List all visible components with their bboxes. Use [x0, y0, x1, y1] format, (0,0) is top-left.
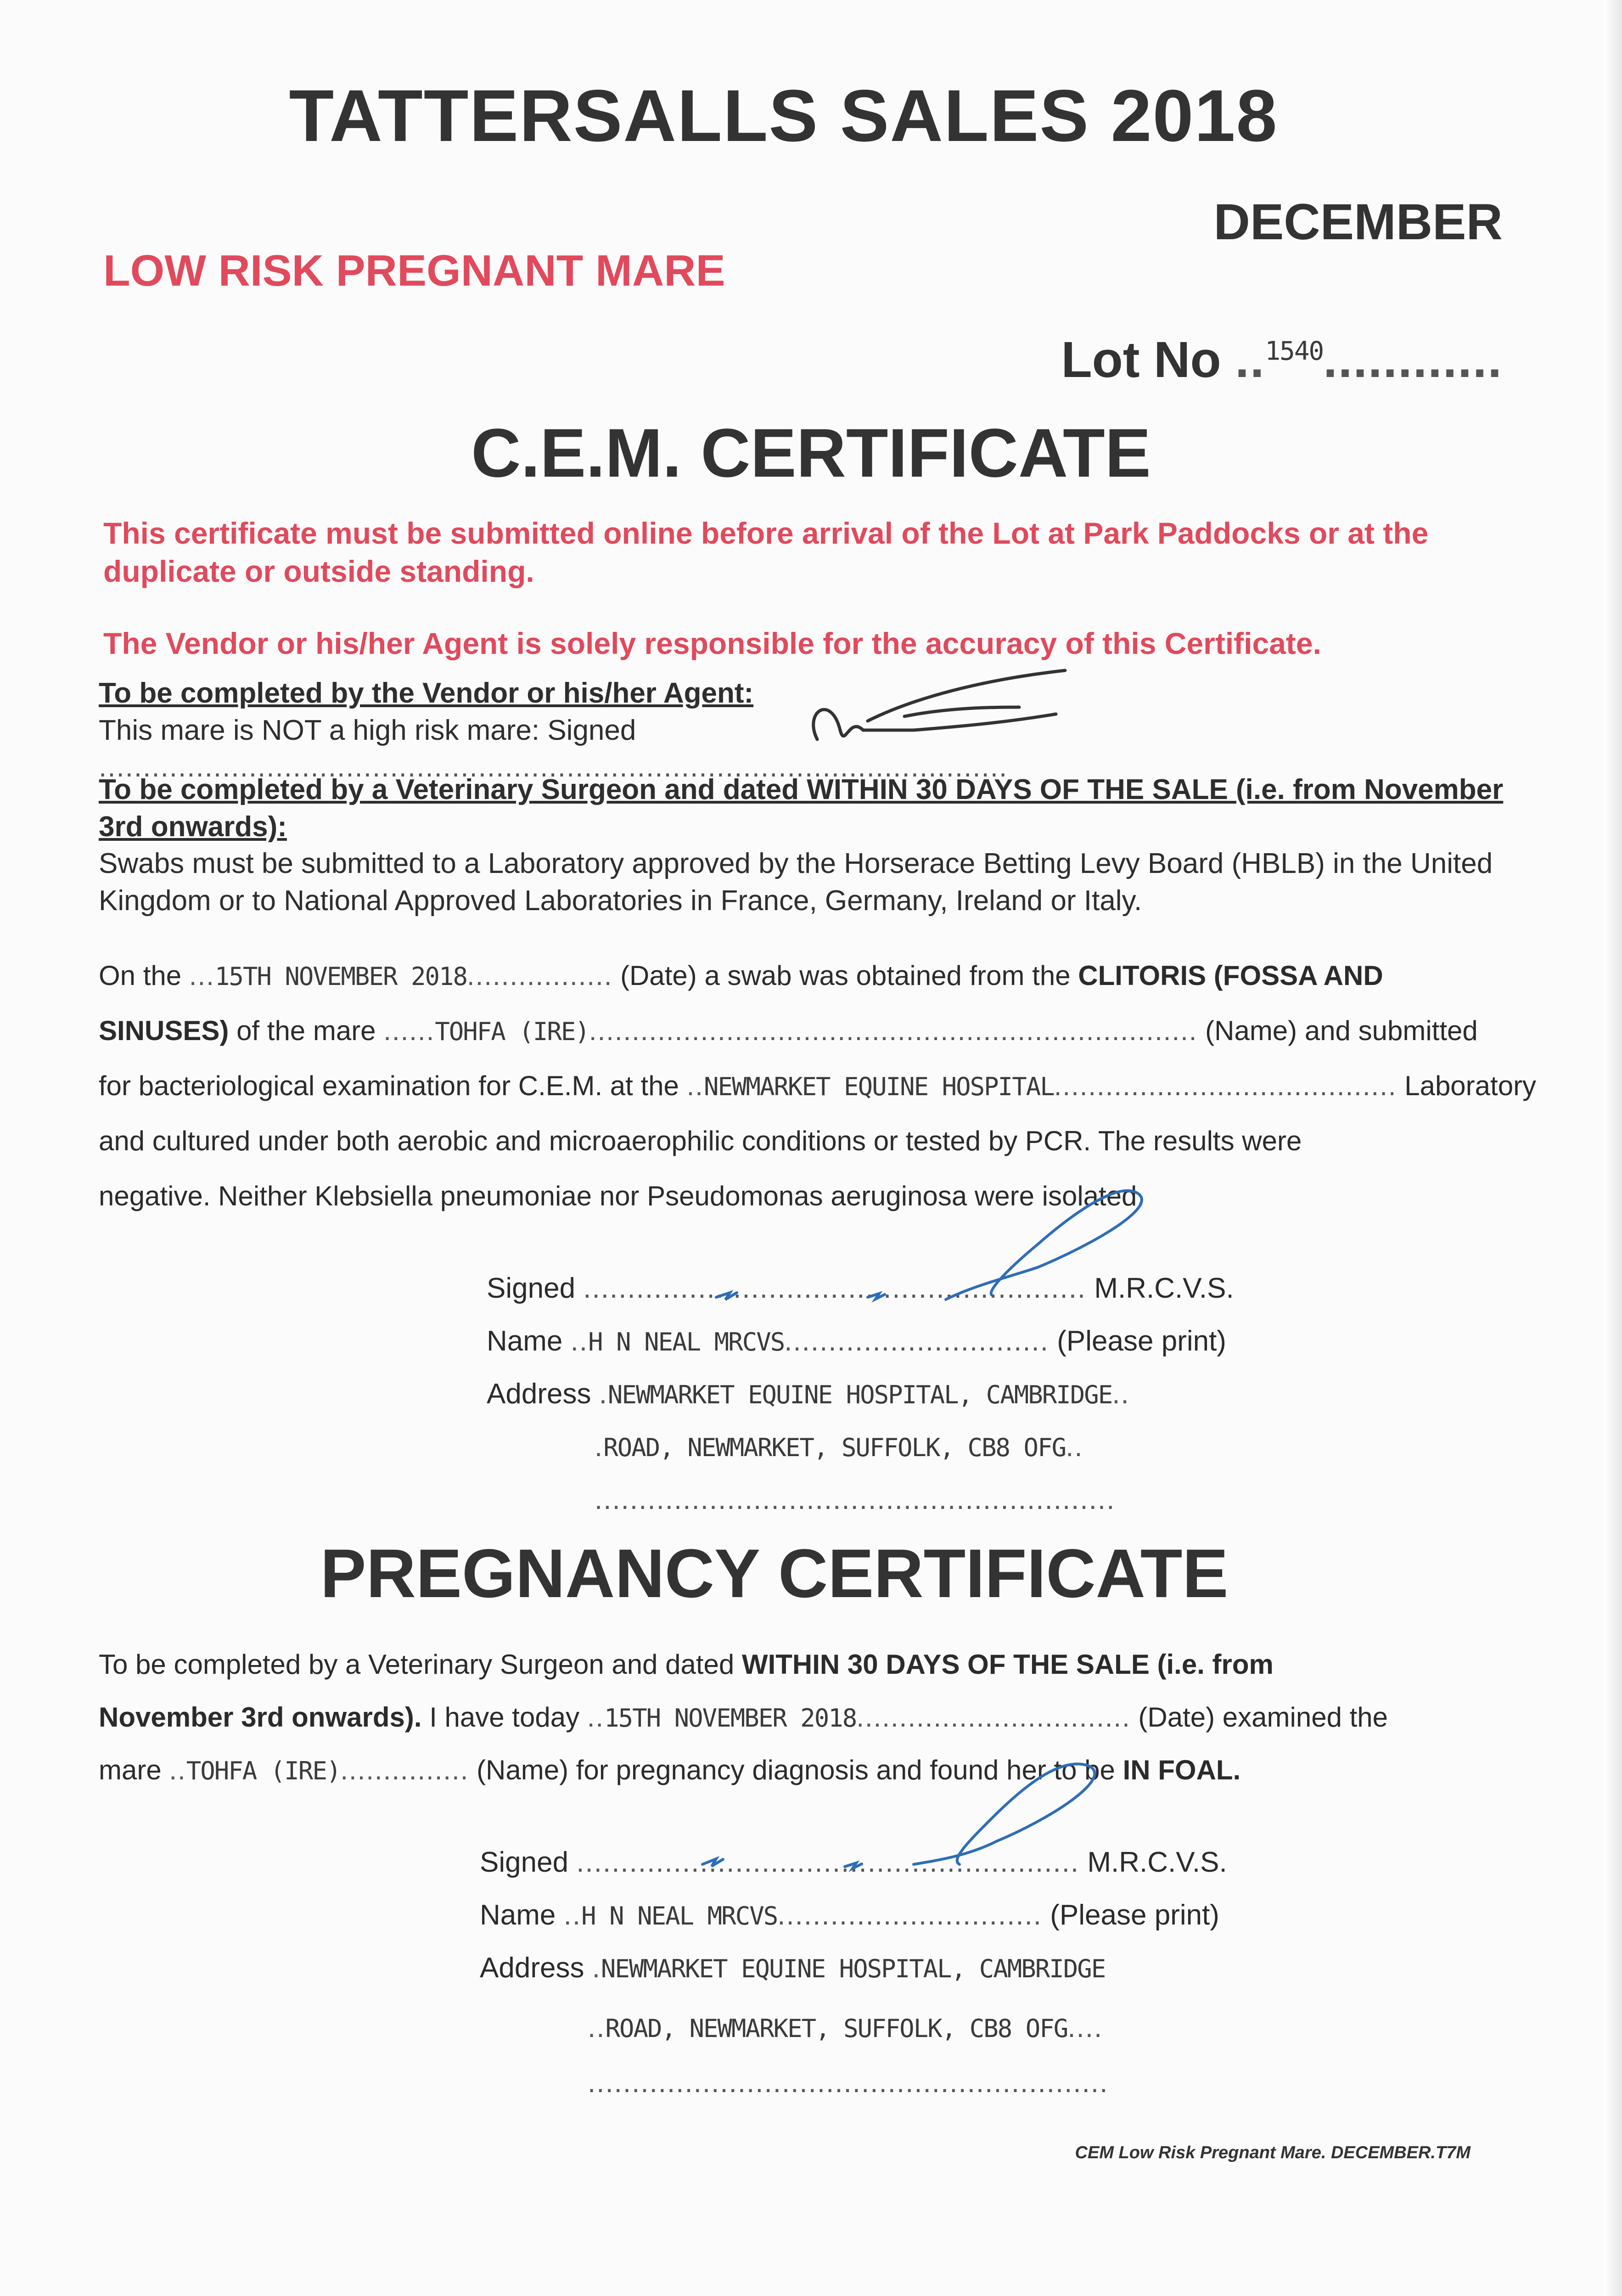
- pregnancy-vet-signature: [675, 1750, 1180, 1887]
- pregnancy-date-value: 15TH NOVEMBER 2018: [604, 1704, 857, 1733]
- vet-heading: To be completed by a Veterinary Surgeon and dated WITHIN 30 DAYS OF THE SALE (i.e. from November 3rd onwards):: [99, 774, 1504, 843]
- lot-number-value: 1540: [1265, 336, 1324, 366]
- pregnancy-line-1: To be completed by a Veterinary Surgeon and dated WITHIN 30 DAYS OF THE SALE (i.e. from: [99, 1649, 1274, 1680]
- cem-heading: C.E.M. CERTIFICATE: [471, 414, 1151, 491]
- cem-signed-row: Signed ......................................................... M.R.C.V.S.: [487, 1272, 1234, 1304]
- pregnancy-address-row-1: Address .NEWMARKET EQUINE HOSPITAL, CAMBRIDGE: [480, 1952, 1106, 1984]
- scan-edge: [1604, 0, 1622, 2296]
- negative-results-line: negative. Neither Klebsiella pneumoniae nor Pseudomonas aeruginosa were isolated.: [99, 1181, 1145, 1211]
- cem-vet-signature: [689, 1176, 1194, 1313]
- swab-date-line: On the ...15TH NOVEMBER 2018................. (Date) a swab was obtained from the CLITORIS (FOSSA AND: [99, 960, 1383, 991]
- vet-text: Swabs must be submitted to a Laboratory approved by the Horserace Betting Levy Board (HBLB) in the United Kingdom or to National Approved Laboratories in France, Germany, Ireland or Italy.: [99, 848, 1493, 917]
- cem-address-row-2: .ROAD, NEWMARKET, SUFFOLK, CB8 OFG..: [595, 1431, 1083, 1463]
- cem-address-row-3: ...........................................................: [595, 1484, 1116, 1515]
- responsibility-notice: The Vendor or his/her Agent is solely responsible for the accuracy of this Certificate.: [103, 626, 1321, 660]
- submission-notice: This certificate must be submitted online before arrival of the Lot at Park Paddocks or at the duplicate or outside standing.: [103, 516, 1429, 588]
- document-title: TATTERSALLS SALES 2018: [289, 74, 1278, 157]
- cem-vet-name-value: H N NEAL MRCVS: [588, 1328, 785, 1356]
- footer-code: CEM Low Risk Pregnant Mare. DECEMBER.T7M: [1075, 2143, 1470, 2162]
- pregnancy-mare-name-value: TOHFA (IRE): [186, 1756, 341, 1785]
- cem-mare-name-value: TOHFA (IRE): [435, 1017, 589, 1046]
- vendor-signature: [799, 661, 1083, 753]
- laboratory-value: NEWMARKET EQUINE HOSPITAL: [703, 1072, 1054, 1101]
- cultured-line: and cultured under both aerobic and microaerophilic conditions or tested by PCR. The results were: [99, 1125, 1302, 1156]
- risk-category: LOW RISK PREGNANT MARE: [103, 246, 725, 295]
- cem-address-2: ROAD, NEWMARKET, SUFFOLK, CB8 OFG: [603, 1433, 1066, 1462]
- mare-name-line: SINUSES) of the mare ......TOHFA (IRE)....................................................................... (Name) and submitted: [99, 1015, 1478, 1046]
- vendor-heading: To be completed by the Vendor or his/her Agent:: [99, 677, 754, 709]
- cem-address-row-1: Address .NEWMARKET EQUINE HOSPITAL, CAMBRIDGE..: [487, 1378, 1130, 1410]
- pregnancy-signed-row: Signed ......................................................... M.R.C.V.S.: [480, 1846, 1227, 1878]
- pregnancy-line-3: mare ..TOHFA (IRE)............... (Name) for pregnancy diagnosis and found her to be IN FOAL.: [99, 1755, 1241, 1785]
- sale-month: DECEMBER: [1213, 194, 1503, 250]
- cem-name-row: Name ..H N NEAL MRCVS.............................. (Please print): [487, 1325, 1226, 1357]
- swab-date-value: 15TH NOVEMBER 2018: [214, 962, 467, 991]
- pregnancy-line-2: November 3rd onwards). I have today ..15TH NOVEMBER 2018................................ (Date) examined the: [99, 1702, 1388, 1733]
- pregnancy-name-row: Name ..H N NEAL MRCVS.............................. (Please print): [480, 1899, 1219, 1931]
- lot-number-line: Lot No ..$^{1540}$............: [1061, 332, 1503, 388]
- lot-label: Lot No: [1061, 332, 1221, 388]
- pregnancy-vet-name-value: H N NEAL MRCVS: [581, 1902, 778, 1930]
- pregnancy-address-row-2: ..ROAD, NEWMARKET, SUFFOLK, CB8 OFG....: [588, 2012, 1103, 2043]
- pregnancy-heading: PREGNANCY CERTIFICATE: [320, 1535, 1229, 1612]
- vendor-signed-line: This mare is NOT a high risk mare: Signed .......................................................................................................: [99, 714, 1008, 783]
- laboratory-line: for bacteriological examination for C.E.M. at the ..NEWMARKET EQUINE HOSPITAL........................................ Laboratory: [99, 1070, 1537, 1101]
- pregnancy-address-row-3: ...........................................................: [588, 2067, 1109, 2099]
- pregnancy-address-1: NEWMARKET EQUINE HOSPITAL, CAMBRIDGE: [601, 1954, 1106, 1983]
- vet-section: [99, 771, 1504, 919]
- cem-address-1: NEWMARKET EQUINE HOSPITAL, CAMBRIDGE: [607, 1380, 1112, 1409]
- pregnancy-address-2: ROAD, NEWMARKET, SUFFOLK, CB8 OFG: [605, 2014, 1068, 2043]
